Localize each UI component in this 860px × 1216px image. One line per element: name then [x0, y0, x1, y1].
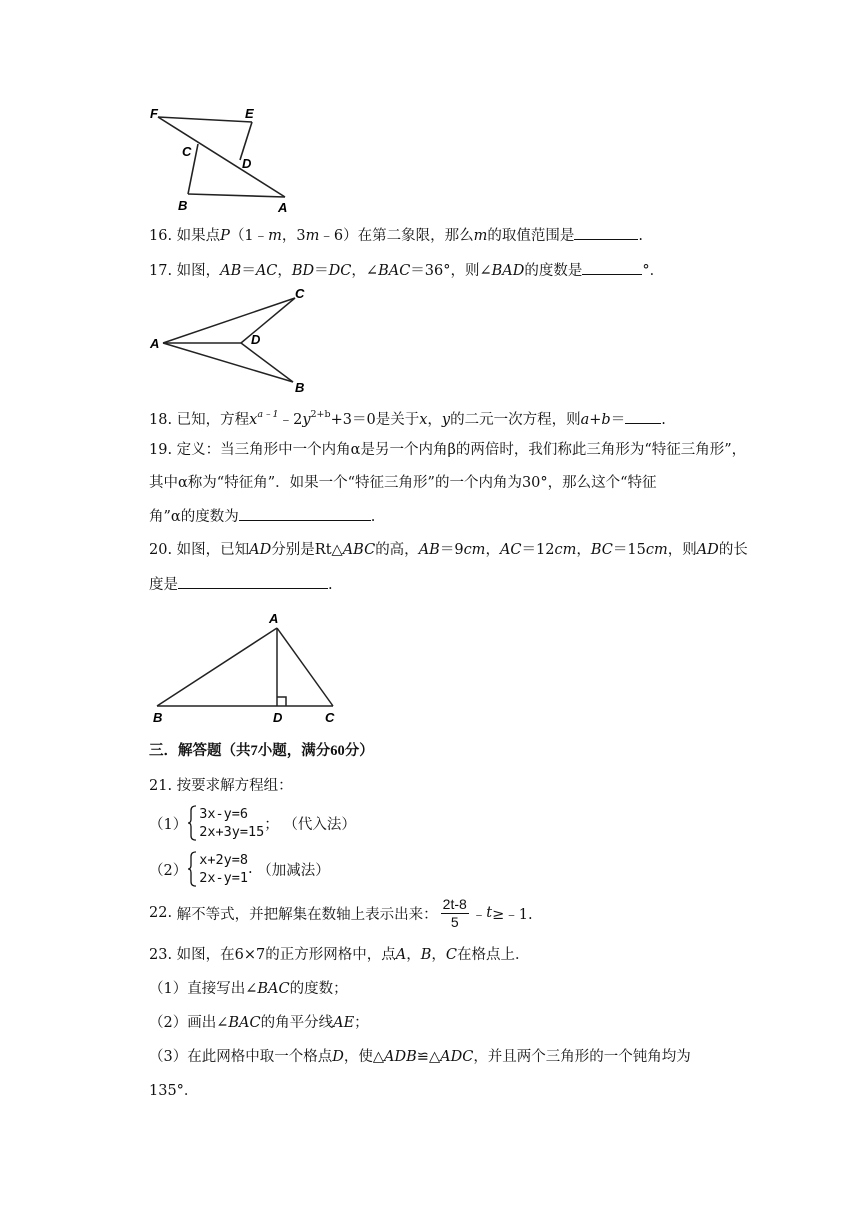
label-a: A	[150, 336, 160, 351]
answer-blank-20[interactable]	[178, 574, 328, 589]
label-a: A	[278, 200, 288, 215]
question-18: 18. 已知，方程$x^{a﹣1}﹣2y^{2+b}+3=0$是关于x，y的二元一次方程，则a+b＝ .	[149, 409, 666, 428]
segment-bd	[241, 343, 293, 382]
question-19-line-1: 19. 定义：当三角形中一个内角α是另一个内角β的两倍时，我们称此三角形为“特征三角形”，	[149, 442, 747, 458]
figure-q17	[145, 286, 315, 396]
question-20-line-1: 20. 如图，已知AD分别是Rt△ABC的高，AB＝9cm，AC＝12cm，BC＝15cm，则AD的长	[149, 542, 748, 558]
question-21: 21. 按要求解方程组：	[149, 778, 293, 794]
question-17: 17. 如图，AB＝AC，BD＝DC，∠BAC＝36°，则∠BAD的度数是 °．	[149, 260, 664, 281]
question-23-part-1: （1）直接写出∠BAC的度数；	[149, 981, 348, 997]
answer-blank-18[interactable]	[625, 409, 661, 424]
question-16: 16. 如果点P（1﹣m，3m﹣6）在第二象限，那么m的取值范围是 .	[149, 225, 643, 246]
brace-icon	[187, 851, 197, 887]
fraction: $\frac{2t-8}{5}$	[442, 895, 467, 930]
brace-icon	[187, 805, 197, 841]
section-title: 三．解答题（共7小题，满分60分）	[149, 743, 374, 759]
label-d: D	[251, 332, 261, 347]
segment-ed	[240, 122, 252, 160]
equation-system-2: x+2y=8 2x-y=1	[187, 851, 248, 887]
label-b: B	[295, 380, 305, 395]
question-19-line-3: 角”α的度数为 .	[149, 506, 375, 527]
label-d: D	[273, 710, 283, 725]
segment-ba	[188, 194, 285, 197]
question-22: 22. 解不等式，并把解集在数轴上表示出来： $\frac{2t-8}{5}$ ﹣ t ≥﹣1.	[149, 895, 533, 930]
question-21-part-2: （2） x+2y=8 2x-y=1 . （加减法）	[149, 852, 330, 886]
answer-blank-17[interactable]	[582, 260, 642, 275]
answer-blank-16[interactable]	[574, 225, 638, 240]
label-f: F	[150, 106, 158, 121]
segment-fa	[158, 117, 285, 197]
figure-q20	[145, 606, 345, 726]
equation-system-1: 3x-y=6 2x+3y=15	[187, 805, 264, 841]
label-d: D	[242, 156, 252, 171]
label-e: E	[245, 106, 254, 121]
label-c: C	[325, 710, 335, 725]
segment-ac	[277, 628, 333, 706]
question-20-line-2: 度是 .	[149, 574, 333, 595]
question-19-line-2: 其中α称为“特征角”．如果一个“特征三角形”的一个内角为30°，那么这个“特征	[149, 475, 657, 491]
figure-q15	[140, 100, 300, 215]
label-a: A	[269, 611, 279, 626]
segment-cd	[241, 298, 295, 343]
answer-blank-19[interactable]	[239, 506, 371, 521]
segment-ba	[157, 628, 277, 706]
label-b: B	[178, 198, 188, 213]
segment-ac	[163, 298, 295, 343]
label-b: B	[153, 710, 163, 725]
question-21-part-1: （1） 3x-y=6 2x+3y=15 ； （代入法）	[149, 806, 356, 840]
segment-fe	[158, 117, 252, 122]
question-23-part-3: （3）在此网格中取一个格点D，使△ADB≌△ADC，并且两个三角形的一个钝角均为	[149, 1049, 691, 1065]
question-23-part-2: （2）画出∠BAC的角平分线AE；	[149, 1015, 369, 1031]
right-angle-mark	[277, 697, 286, 706]
question-23-part-3-cont: 135°．	[149, 1083, 199, 1099]
label-c: C	[182, 144, 192, 159]
label-c: C	[295, 286, 305, 301]
segment-ab	[163, 343, 293, 382]
question-23: 23. 如图，在6×7的正方形网格中，点A，B，C在格点上．	[149, 947, 530, 963]
